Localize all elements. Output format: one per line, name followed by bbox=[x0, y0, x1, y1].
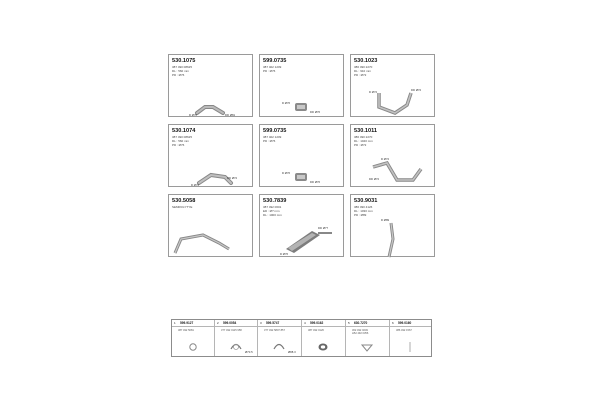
accessory-desc: 386 492 1567 bbox=[396, 329, 412, 332]
part-code: 530.5058 bbox=[172, 198, 196, 204]
clamp-drawing bbox=[215, 320, 258, 356]
part-line: 387 402 1209 bbox=[263, 65, 282, 69]
part-line: 386 490 2270 bbox=[354, 65, 373, 69]
part-card[interactable] bbox=[259, 124, 344, 187]
cell-index: 1 bbox=[174, 321, 176, 325]
part-card[interactable] bbox=[259, 194, 344, 257]
accessory-cell[interactable] bbox=[390, 320, 431, 356]
cell-index: 6 bbox=[392, 321, 394, 325]
part-line: DL : 1000 mm bbox=[263, 213, 282, 217]
cell-index: 3 bbox=[260, 321, 262, 325]
accessory-code: 599.5747 bbox=[266, 321, 280, 325]
part-code: 530.1023 bbox=[354, 58, 378, 64]
part-line: PD : Ø76 bbox=[263, 139, 276, 143]
part-line: PD : Ø89 bbox=[354, 213, 367, 217]
dim-label: DD Ø76 bbox=[310, 110, 321, 114]
flange-drawing bbox=[346, 320, 390, 356]
clamp-drawing bbox=[260, 125, 345, 188]
part-line: PD : Ø76 bbox=[172, 143, 185, 147]
dim-label: Ø88.3 bbox=[288, 350, 296, 354]
ring-drawing bbox=[172, 320, 215, 356]
dim-label: Ø70.5 bbox=[245, 350, 253, 354]
part-line: PD : Ø72 bbox=[354, 143, 367, 147]
part-card[interactable] bbox=[350, 54, 435, 117]
part-line: 386 490 4126 bbox=[354, 205, 373, 209]
cell-index: 4 bbox=[304, 321, 306, 325]
part-code: 530.1011 bbox=[354, 128, 378, 134]
muffler-drawing bbox=[260, 195, 345, 258]
gasket-drawing bbox=[302, 320, 346, 356]
part-line: 386 490 2270 bbox=[354, 135, 373, 139]
dim-label: DD Ø76 bbox=[310, 180, 321, 184]
dim-label: D Ø72 bbox=[369, 90, 378, 94]
part-card[interactable] bbox=[168, 194, 253, 257]
dim-label: D Ø76 bbox=[189, 113, 198, 117]
part-code: 530.7839 bbox=[263, 198, 287, 204]
accessory-desc: H52 492 0356 bbox=[352, 332, 369, 335]
part-line: 387 490 08625 bbox=[172, 135, 193, 139]
part-line: DL : 910 mm bbox=[354, 69, 372, 73]
part-line: 387 402 1209 bbox=[263, 135, 282, 139]
part-line: PD : Ø72 bbox=[354, 73, 367, 77]
dim-label: DD Ø72 bbox=[227, 176, 238, 180]
part-line: 387 490 08625 bbox=[172, 65, 193, 69]
accessory-cell[interactable] bbox=[215, 320, 258, 356]
pipe-drawing bbox=[169, 125, 254, 188]
dim-label: DD Ø72 bbox=[411, 88, 422, 92]
part-line: DL : 1040 mm bbox=[354, 139, 373, 143]
part-line: DL : 560 mm bbox=[172, 139, 190, 143]
dim-label: D Ø76 bbox=[282, 171, 291, 175]
part-line: PD : Ø76 bbox=[172, 73, 185, 77]
accessory-desc: 387 492 5081 bbox=[178, 329, 194, 332]
part-line: 387 492 0601 bbox=[263, 205, 282, 209]
accessory-code: 599.0162 bbox=[310, 321, 324, 325]
part-code: 599.0735 bbox=[263, 128, 287, 134]
accessory-cell[interactable] bbox=[172, 320, 215, 356]
cell-index: 5 bbox=[348, 321, 350, 325]
accessory-code: 599.9127 bbox=[180, 321, 194, 325]
bolt-drawing bbox=[390, 320, 431, 356]
part-line: SEMIKIGYTYE bbox=[172, 205, 193, 209]
dim-label: D Ø76 bbox=[282, 101, 291, 105]
part-card[interactable] bbox=[350, 124, 435, 187]
part-line: DL : 1030 mm bbox=[354, 209, 373, 213]
pipe-drawing bbox=[351, 55, 436, 118]
pipe-drawing bbox=[169, 195, 254, 258]
dim-label: D Ø76 bbox=[280, 252, 289, 256]
part-line: DL : 560 mm bbox=[172, 69, 190, 73]
pipe-drawing bbox=[169, 55, 254, 118]
part-code: 599.0735 bbox=[263, 58, 287, 64]
part-card[interactable] bbox=[350, 194, 435, 257]
cell-index: 2 bbox=[217, 321, 219, 325]
accessory-desc: 377 492 5807 857 bbox=[264, 329, 285, 332]
accessory-cell[interactable] bbox=[258, 320, 302, 356]
part-code: 530.1075 bbox=[172, 58, 196, 64]
part-code: 530.1074 bbox=[172, 128, 196, 134]
dim-label: D Ø89 bbox=[381, 218, 390, 222]
accessory-cell[interactable] bbox=[346, 320, 390, 356]
dim-label: D Ø72 bbox=[381, 157, 390, 161]
accessory-strip bbox=[171, 319, 432, 357]
part-line: ED : Ø? mm bbox=[263, 209, 280, 213]
clamp-drawing bbox=[260, 55, 345, 118]
dim-label: DD Ø77 bbox=[318, 226, 329, 230]
dim-label: DD Ø72 bbox=[369, 177, 380, 181]
accessory-cell[interactable] bbox=[302, 320, 346, 356]
accessory-desc: 377 492 0115 958 bbox=[221, 329, 242, 332]
accessory-desc: 387 492 0126 bbox=[308, 329, 324, 332]
part-card[interactable] bbox=[168, 54, 253, 117]
part-line: PD : Ø76 bbox=[263, 69, 276, 73]
accessory-desc: 302 492 0249 bbox=[352, 329, 368, 332]
accessory-code: 599.0160 bbox=[398, 321, 412, 325]
accessory-code: 630.7270 bbox=[354, 321, 368, 325]
part-card[interactable] bbox=[259, 54, 344, 117]
dim-label: D Ø72 bbox=[191, 183, 200, 187]
pipe-drawing bbox=[351, 195, 436, 258]
part-card[interactable] bbox=[168, 124, 253, 187]
dim-label: DD Ø81 bbox=[225, 113, 236, 117]
pipe-drawing bbox=[351, 125, 436, 188]
accessory-code: 599.0054 bbox=[223, 321, 237, 325]
part-code: 530.9031 bbox=[354, 198, 378, 204]
clamp-drawing bbox=[258, 320, 302, 356]
